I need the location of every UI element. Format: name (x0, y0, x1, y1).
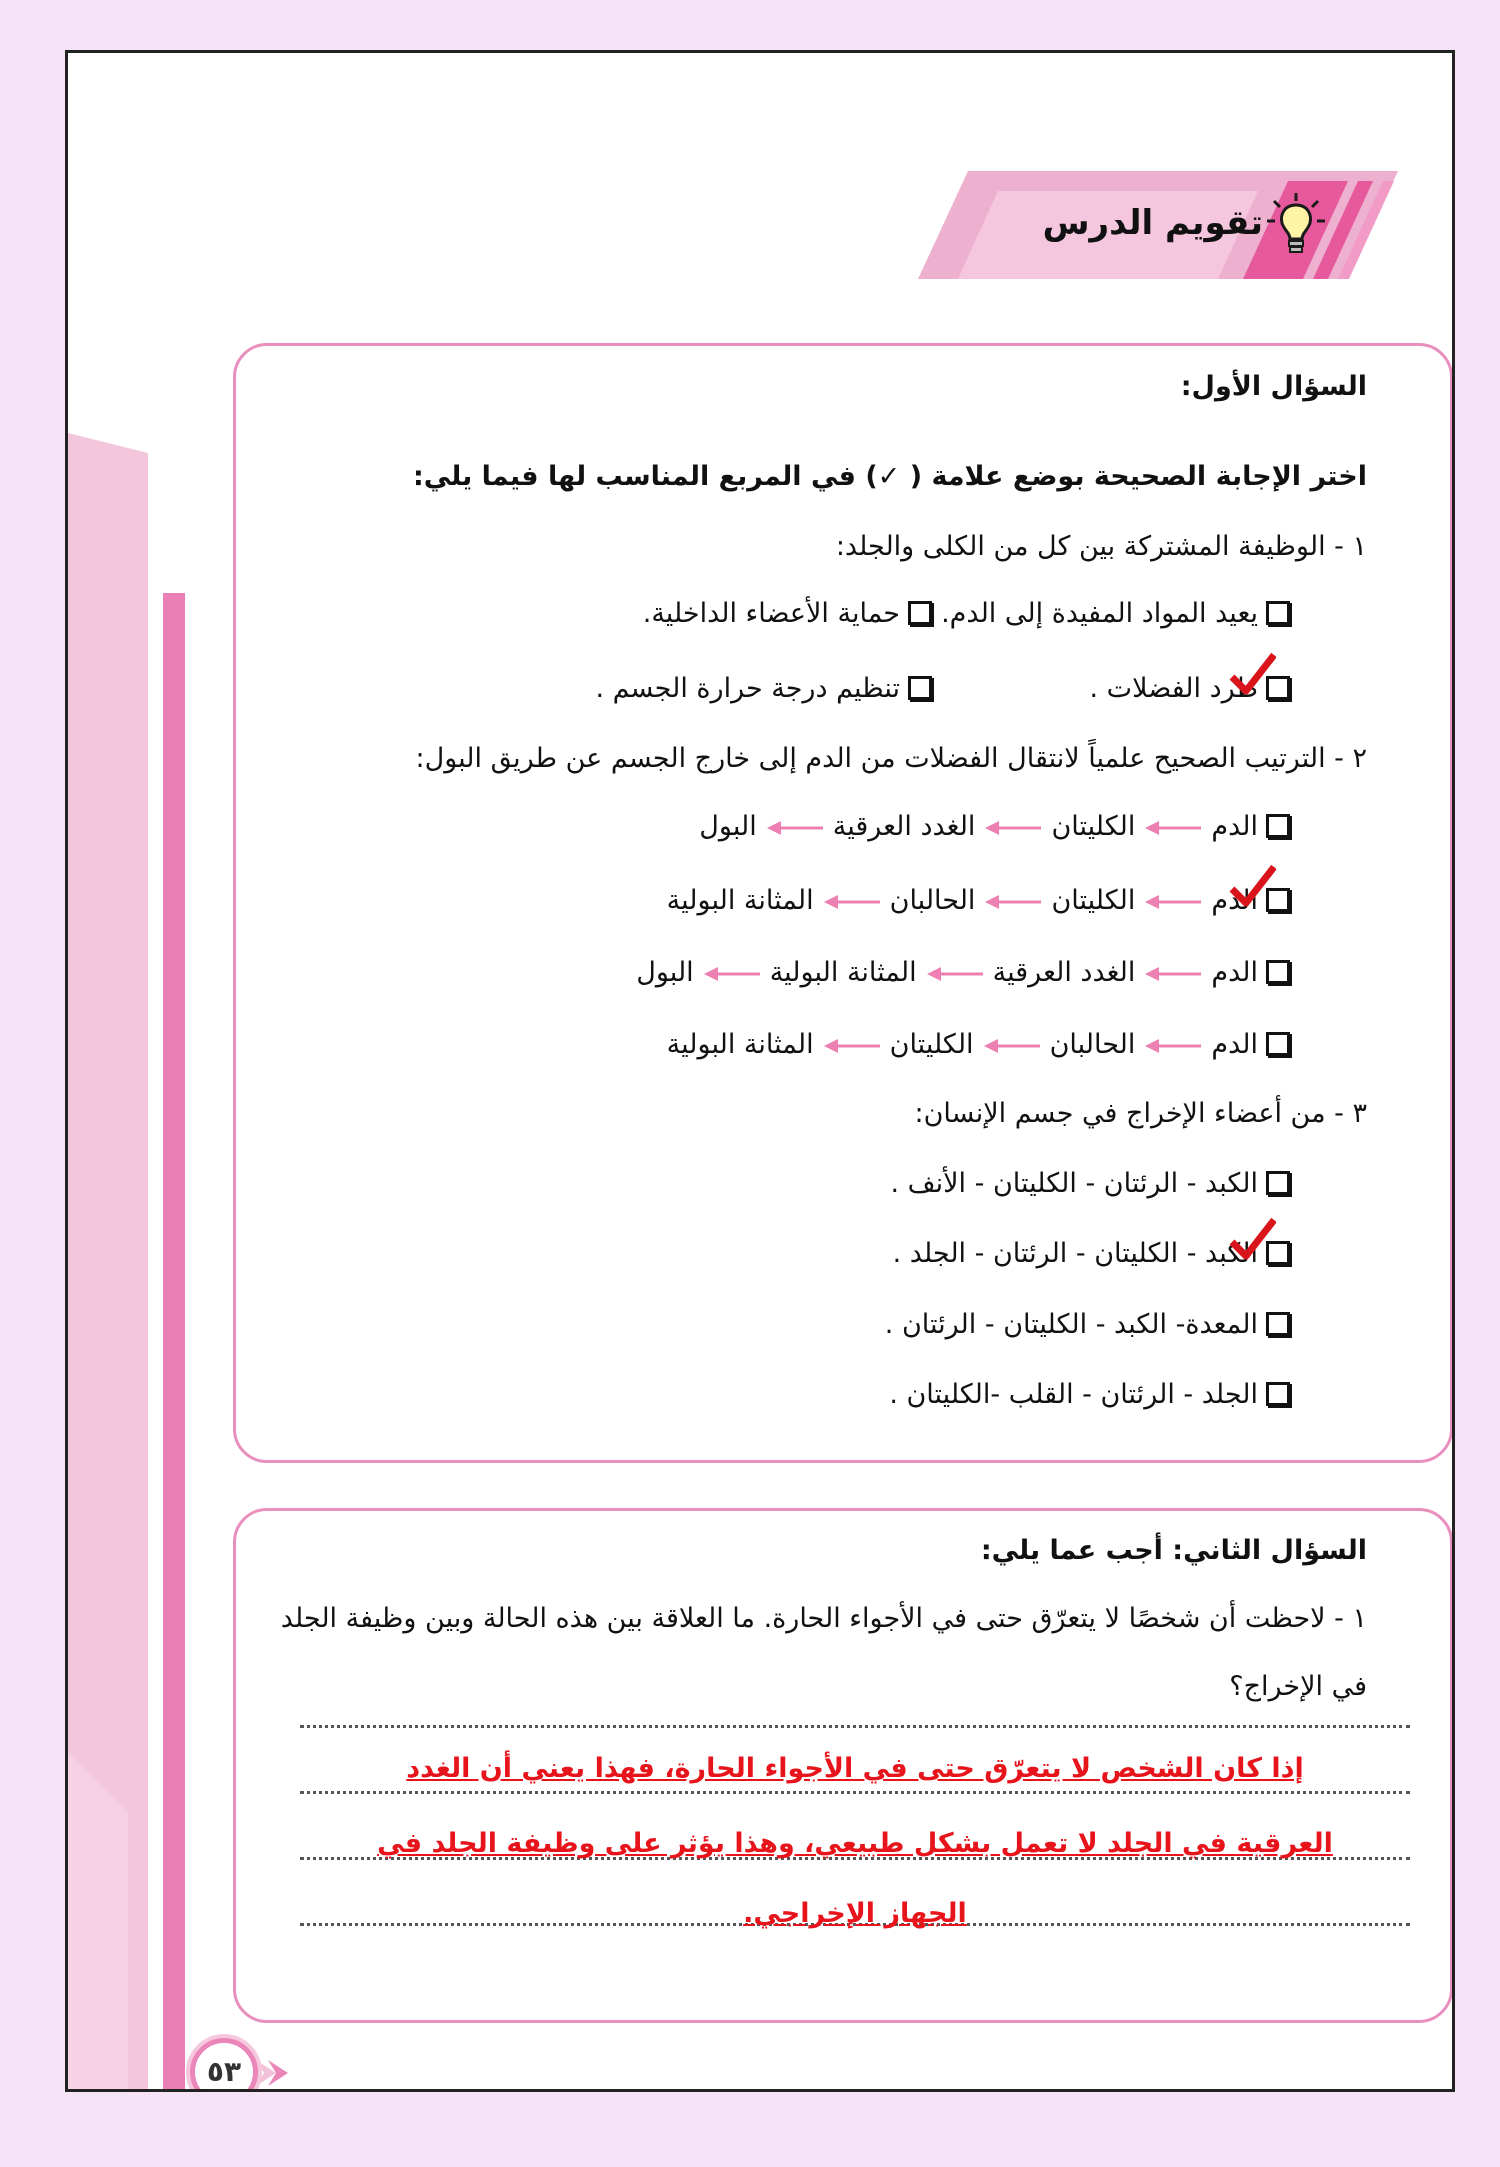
arrow-left-icon (1145, 966, 1201, 982)
checkbox[interactable] (1266, 814, 1290, 838)
arrow-left-icon (1145, 1038, 1201, 1054)
q1-item2-chain-2[interactable]: الدمالكليتانالحالبانالمثانة البولية (667, 885, 1290, 916)
checkbox[interactable] (1266, 1171, 1290, 1195)
checkmark-icon (1228, 863, 1276, 911)
page-number: ٥٣ (190, 2038, 258, 2092)
arrow-left-icon (824, 1038, 880, 1054)
arrow-left-icon (985, 820, 1041, 836)
left-decoration (68, 53, 238, 2092)
q1-item2-chain-4[interactable]: الدمالحالبانالكليتانالمثانة البولية (667, 1029, 1290, 1060)
q1-item2-chain-1[interactable]: الدمالكليتانالغدد العرقيةالبول (699, 811, 1290, 842)
q1-item3-stem: ٣ - من أعضاء الإخراج في جسم الإنسان: (914, 1098, 1367, 1129)
lightbulb-icon (1266, 191, 1326, 257)
arrow-left-icon (824, 894, 880, 910)
lesson-review-title: تقويم الدرس (1042, 203, 1263, 243)
q1-instruction: اختر الإجابة الصحيحة بوضع علامة ( ✓) في المربع المناسب لها فيما يلي: (412, 461, 1367, 492)
arrow-left-icon (1145, 820, 1201, 836)
q2-question-line1: ١ - لاحظت أن شخصًا لا يتعرّق حتى في الأجواء الحارة. ما العلاقة بين هذه الحالة وبين وظيفة الجلد (280, 1603, 1367, 1634)
checkbox[interactable] (1266, 1032, 1290, 1056)
arrow-left-icon (1145, 894, 1201, 910)
q1-item3-option-3[interactable]: المعدة- الكبد - الكليتان - الرئتان . (885, 1309, 1290, 1340)
q1-item1-option-2[interactable]: حماية الأعضاء الداخلية. (643, 598, 932, 629)
checkmark-icon (1228, 651, 1276, 699)
q1-item2-stem: ٢ - الترتيب الصحيح علمياً لانتقال الفضلات من الدم إلى خارج الجسم عن طريق البول: (415, 743, 1367, 774)
answer-line[interactable] (300, 1725, 1410, 1728)
checkbox[interactable] (908, 601, 932, 625)
checkbox[interactable] (1266, 1382, 1290, 1406)
q1-item1-stem: ١ - الوظيفة المشتركة بين كل من الكلى والجلد: (835, 531, 1367, 562)
answer-text-line3: الجهاز الإخراجي. (743, 1898, 967, 1929)
arrow-left-icon (767, 820, 823, 836)
checkmark-icon (1228, 1216, 1276, 1264)
page-arrow-icon (254, 2058, 290, 2088)
q2-title: السؤال الثاني: أجب عما يلي: (980, 1535, 1367, 1566)
answer-line[interactable] (300, 1791, 1410, 1794)
q1-title: السؤال الأول: (1180, 371, 1367, 402)
arrow-left-icon (984, 1038, 1040, 1054)
q1-item3-option-2[interactable]: الكبد - الكليتان - الرئتان - الجلد . (893, 1238, 1290, 1269)
answer-text-line1: إذا كان الشخص لا يتعرّق حتى في الأجواء الحارة، فهذا يعني أن الغدد (406, 1753, 1304, 1784)
answer-text-line2: العرقية في الجلد لا تعمل بشكل طبيعي، وهذا يؤثر على وظيفة الجلد في (377, 1828, 1333, 1859)
q1-item3-option-1[interactable]: الكبد - الرئتان - الكليتان - الأنف . (891, 1168, 1290, 1199)
checkbox[interactable] (1266, 1312, 1290, 1336)
q1-item2-chain-3[interactable]: الدمالغدد العرقيةالمثانة البوليةالبول (636, 957, 1290, 988)
checkbox[interactable] (908, 676, 932, 700)
q1-item1-option-3[interactable]: طرد الفضلات . (1090, 673, 1291, 704)
q1-item1-option-1[interactable]: يعيد المواد المفيدة إلى الدم. (941, 598, 1290, 629)
worksheet-page (65, 50, 1455, 2092)
q2-question-line2: في الإخراج؟ (1229, 1671, 1367, 1702)
checkbox[interactable] (1266, 960, 1290, 984)
arrow-left-icon (927, 966, 983, 982)
arrow-left-icon (985, 894, 1041, 910)
q1-item1-option-4[interactable]: تنظيم درجة حرارة الجسم . (595, 673, 932, 704)
q1-item3-option-4[interactable]: الجلد - الرئتان - القلب -الكليتان . (889, 1379, 1290, 1410)
checkbox[interactable] (1266, 601, 1290, 625)
arrow-left-icon (704, 966, 760, 982)
